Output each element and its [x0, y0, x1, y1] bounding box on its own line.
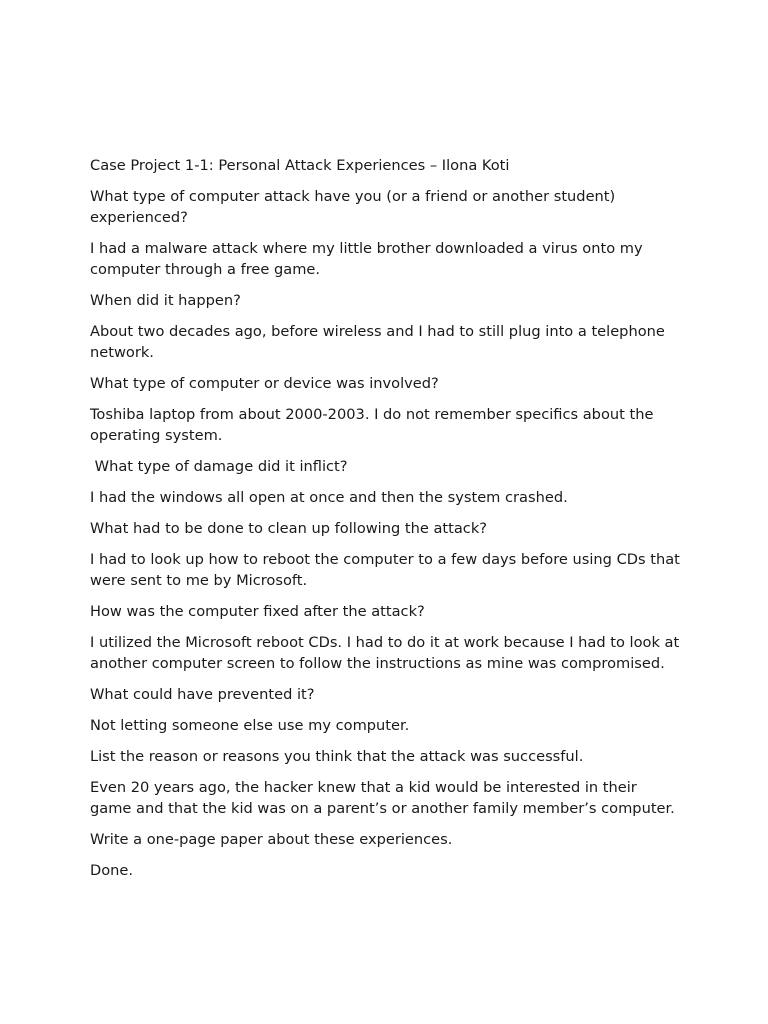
closing-note: Done.	[90, 862, 134, 879]
question-attack-type: What type of computer attack have you (or a friend or another student) experienced?	[90, 188, 620, 226]
answer-damage: I had the windows all open at once and then the system crashed.	[90, 489, 568, 506]
question-reasons: List the reason or reasons you think that the attack was successful.	[90, 748, 584, 765]
answer-cleanup: I had to look up how to reboot the computer to a few days before using CDs that were sent to me by Microsoft.	[90, 551, 685, 589]
answer-device: Toshiba laptop from about 2000-2003. I do not remember specifics about the operating system.	[90, 406, 659, 444]
document-body	[90, 155, 685, 891]
answer-reasons: Even 20 years ago, the hacker knew that a kid would be interested in their game and that the kid was on a parent’s or another family member’s computer.	[90, 779, 675, 817]
question-prevention: What could have prevented it?	[90, 686, 315, 703]
instruction-paper: Write a one-page paper about these experiences.	[90, 831, 453, 848]
question-fixed: How was the computer fixed after the attack?	[90, 603, 425, 620]
question-device: What type of computer or device was involved?	[90, 375, 439, 392]
answer-prevention: Not letting someone else use my computer.	[90, 717, 410, 734]
answer-when: About two decades ago, before wireless and I had to still plug into a telephone network.	[90, 323, 670, 361]
question-cleanup: What had to be done to clean up following the attack?	[90, 520, 488, 537]
answer-fixed: I utilized the Microsoft reboot CDs. I had to do it at work because I had to look at another computer screen to follow the instructions as mine was compromised.	[90, 634, 684, 672]
answer-attack-type: I had a malware attack where my little brother downloaded a virus onto my computer through a free game.	[90, 240, 648, 278]
question-when: When did it happen?	[90, 292, 241, 309]
document-title: Case Project 1-1: Personal Attack Experiences – Ilona Koti	[90, 157, 510, 174]
question-damage: What type of damage did it inflict?	[90, 458, 348, 475]
